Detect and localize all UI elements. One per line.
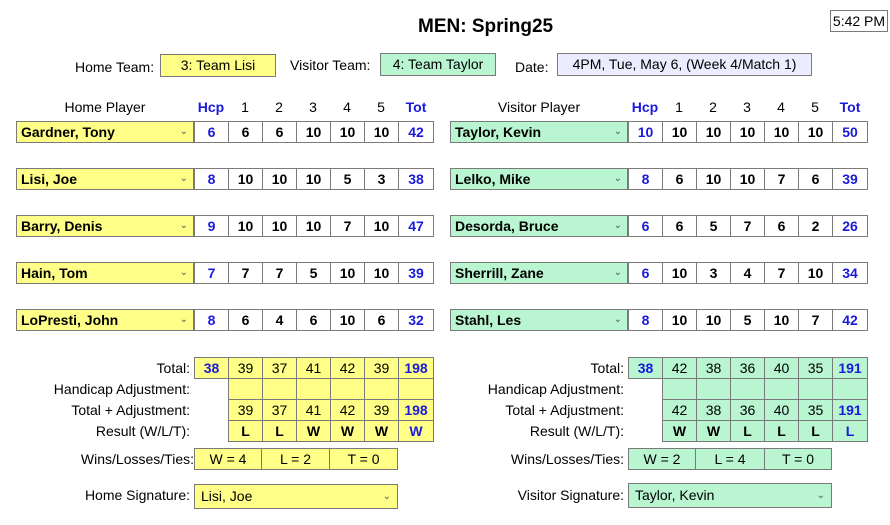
home-total_adj-cell: 39 [228,399,263,421]
home-score-s3[interactable]: 6 [296,309,331,331]
home-score-s2[interactable]: 10 [262,215,297,237]
home-total-cell: 41 [296,357,331,379]
visitor-adj-cell [832,378,868,400]
chevron-down-icon: ⌄ [613,173,622,184]
visitor-total_adj-cell: 38 [696,399,731,421]
visitor-adj-cell [662,378,697,400]
home-adj-cell [330,378,365,400]
home-total_adj-cell: 198 [398,399,434,421]
home-tot-header: Tot [405,99,427,115]
home-score-s3[interactable]: 5 [296,262,331,284]
visitor-score-tot[interactable]: 42 [832,309,868,331]
visitor-ties: T = 0 [764,448,832,470]
page-title: MEN: Spring25 [418,16,554,37]
home-player-select[interactable] [16,121,194,143]
home-score-s3[interactable]: 10 [296,215,331,237]
home-result-cell: W [330,420,365,442]
visitor-signature-value: Taylor, Kevin [635,487,715,503]
home-player-select[interactable] [16,309,194,331]
home-adj-cell [398,378,434,400]
visitor-score-s4[interactable]: 10 [764,309,799,331]
chevron-down-icon: ⌄ [179,220,188,231]
visitor-signature-label: Visitor Signature: [517,487,624,503]
chevron-down-icon: ⌄ [613,314,622,325]
visitor-total-cell: 36 [730,357,765,379]
visitor-result-cell: L [832,420,868,442]
visitor-score-tot[interactable]: 39 [832,168,868,190]
home-score-s5[interactable]: 10 [364,215,399,237]
home-player-select[interactable] [16,168,194,190]
home-player-select[interactable] [16,215,194,237]
visitor-score-s1[interactable]: 6 [662,215,697,237]
visitor-result-cell: L [764,420,799,442]
home-score-hcp[interactable]: 7 [194,262,229,284]
home-result-cell: W [364,420,399,442]
visitor-hcp-header: Hcp [631,99,659,115]
chevron-down-icon: ⌄ [613,220,622,231]
visitor-adj-cell [764,378,799,400]
home-ties: T = 0 [329,448,398,470]
chevron-down-icon: ⌄ [816,490,825,501]
home-wins: W = 4 [194,448,262,470]
home-score-s1[interactable]: 6 [228,121,263,143]
home-losses: L = 2 [261,448,330,470]
player-name: Lisi, Joe [21,171,78,187]
home-score-hcp[interactable]: 9 [194,215,229,237]
home-total-cell: 39 [228,357,263,379]
player-name: Taylor, Kevin [455,124,542,140]
visitor-result-cell: W [696,420,731,442]
visitor-score-hcp[interactable]: 6 [628,262,663,284]
home-score-s1[interactable]: 10 [228,215,263,237]
visitor-game4-header: 4 [777,99,785,115]
visitor-player-header: Visitor Player [497,99,581,115]
home-score-s4[interactable]: 10 [330,262,365,284]
home-result-cell: W [296,420,331,442]
visitor-player-select[interactable] [450,168,628,190]
player-name: Lelko, Mike [455,171,531,187]
visitor-score-s2[interactable]: 10 [696,309,731,331]
visitor-total-cell: 42 [662,357,697,379]
visitor-score-s3[interactable]: 5 [730,309,765,331]
visitor-adj-cell [730,378,765,400]
visitor-game2-header: 2 [709,99,717,115]
home-score-s5[interactable]: 10 [364,262,399,284]
home-team-field[interactable]: 3: Team Lisi [160,54,276,77]
visitor-score-s3[interactable]: 10 [730,168,765,190]
visitor-score-tot[interactable]: 26 [832,215,868,237]
visitor-result-cell: W [662,420,697,442]
home-score-s1[interactable]: 6 [228,309,263,331]
home-hcp-total: 38 [194,357,229,379]
visitor-score-s4[interactable]: 10 [764,121,799,143]
chevron-down-icon: ⌄ [382,491,391,502]
visitor-result-cell: L [798,420,833,442]
visitor-result-label: Result (W/L/T): [529,423,624,439]
chevron-down-icon: ⌄ [613,267,622,278]
home-team-label: Home Team: [75,59,155,75]
home-adj-cell [364,378,399,400]
chevron-down-icon: ⌄ [179,267,188,278]
visitor-total_adj-cell: 191 [832,399,868,421]
visitor-total-cell: 191 [832,357,868,379]
home-total_adj-cell: 37 [262,399,297,421]
home-score-tot[interactable]: 32 [398,309,434,331]
home-score-s4[interactable]: 10 [330,309,365,331]
visitor-score-s1[interactable]: 6 [662,168,697,190]
visitor-score-hcp[interactable]: 6 [628,215,663,237]
visitor-total_adj-label: Total + Adjustment: [505,402,624,418]
home-wlt-label: Wins/Losses/Ties: [80,451,194,467]
home-result-cell: L [262,420,297,442]
home-signature-label: Home Signature: [84,487,190,503]
visitor-player-select[interactable] [450,309,628,331]
visitor-score-s2[interactable]: 10 [696,121,731,143]
home-game5-header: 5 [377,99,385,115]
visitor-game5-header: 5 [811,99,819,115]
visitor-signature-select[interactable] [628,483,832,508]
home-score-s4[interactable]: 5 [330,168,365,190]
home-player-select[interactable] [16,262,194,284]
home-score-hcp[interactable]: 8 [194,309,229,331]
home-total-cell: 42 [330,357,365,379]
home-score-s2[interactable]: 4 [262,309,297,331]
home-score-s4[interactable]: 7 [330,215,365,237]
visitor-total-cell: 35 [798,357,833,379]
visitor-total_adj-cell: 40 [764,399,799,421]
visitor-score-tot[interactable]: 50 [832,121,868,143]
home-adj-cell [262,378,297,400]
visitor-score-hcp[interactable]: 8 [628,309,663,331]
visitor-wlt-label: Wins/Losses/Ties: [510,451,624,467]
home-hcp-header: Hcp [197,99,225,115]
visitor-hcp-total: 38 [628,357,663,379]
visitor-total_adj-cell: 36 [730,399,765,421]
visitor-score-s4[interactable]: 7 [764,168,799,190]
visitor-score-s5[interactable]: 10 [798,262,833,284]
player-name: Stahl, Les [455,312,522,328]
visitor-losses: L = 4 [695,448,765,470]
visitor-score-s4[interactable]: 6 [764,215,799,237]
home-player-header: Home Player [64,99,146,115]
visitor-score-s1[interactable]: 10 [662,309,697,331]
home-score-s3[interactable]: 10 [296,168,331,190]
visitor-adj-label: Handicap Adjustment: [487,381,624,397]
player-name: Sherrill, Zane [455,265,544,281]
visitor-score-s3[interactable]: 4 [730,262,765,284]
home-score-s5[interactable]: 10 [364,121,399,143]
home-total-cell: 198 [398,357,434,379]
chevron-down-icon: ⌄ [179,126,188,137]
home-score-tot[interactable]: 42 [398,121,434,143]
visitor-game3-header: 3 [743,99,751,115]
home-score-tot[interactable]: 39 [398,262,434,284]
visitor-score-hcp[interactable]: 10 [628,121,663,143]
home-game4-header: 4 [343,99,351,115]
visitor-score-hcp[interactable]: 8 [628,168,663,190]
clock: 5:42 PM [830,10,888,32]
home-score-s1[interactable]: 7 [228,262,263,284]
player-name: Hain, Tom [21,265,88,281]
visitor-adj-cell [798,378,833,400]
chevron-down-icon: ⌄ [613,126,622,137]
date-label: Date: [515,59,549,75]
home-signature-value: Lisi, Joe [201,488,253,504]
visitor-score-s3[interactable]: 10 [730,121,765,143]
home-score-hcp[interactable]: 8 [194,168,229,190]
home-score-hcp[interactable]: 6 [194,121,229,143]
visitor-score-s3[interactable]: 7 [730,215,765,237]
home-total_adj-cell: 41 [296,399,331,421]
visitor-total_adj-cell: 35 [798,399,833,421]
visitor-score-s5[interactable]: 2 [798,215,833,237]
home-score-s2[interactable]: 6 [262,121,297,143]
visitor-total_adj-cell: 42 [662,399,697,421]
home-game3-header: 3 [309,99,317,115]
home-result-cell: W [398,420,434,442]
home-score-s2[interactable]: 7 [262,262,297,284]
chevron-down-icon: ⌄ [179,314,188,325]
home-adj-label: Handicap Adjustment: [53,381,190,397]
home-score-s2[interactable]: 10 [262,168,297,190]
home-total_adj-cell: 42 [330,399,365,421]
home-game1-header: 1 [241,99,249,115]
home-score-s4[interactable]: 10 [330,121,365,143]
visitor-player-select[interactable] [450,215,628,237]
player-name: Desorda, Bruce [455,218,559,234]
player-name: Barry, Denis [21,218,103,234]
visitor-game1-header: 1 [675,99,683,115]
date-field[interactable]: 4PM, Tue, May 6, (Week 4/Match 1) [557,53,812,76]
home-adj-cell [296,378,331,400]
visitor-score-s1[interactable]: 10 [662,262,697,284]
visitor-wins: W = 2 [628,448,696,470]
visitor-score-s2[interactable]: 3 [696,262,731,284]
visitor-adj-cell [696,378,731,400]
home-game2-header: 2 [275,99,283,115]
visitor-score-s5[interactable]: 7 [798,309,833,331]
home-score-tot[interactable]: 38 [398,168,434,190]
visitor-player-select[interactable] [450,121,628,143]
home-result-cell: L [228,420,263,442]
visitor-score-s1[interactable]: 10 [662,121,697,143]
home-total-cell: 39 [364,357,399,379]
home-result-label: Result (W/L/T): [95,423,190,439]
visitor-score-tot[interactable]: 34 [832,262,868,284]
visitor-score-s2[interactable]: 5 [696,215,731,237]
home-score-tot[interactable]: 47 [398,215,434,237]
visitor-total-cell: 38 [696,357,731,379]
home-total_adj-label: Total + Adjustment: [71,402,190,418]
visitor-score-s5[interactable]: 6 [798,168,833,190]
home-adj-cell [228,378,263,400]
visitor-team-label: Visitor Team: [290,57,371,73]
visitor-total-cell: 40 [764,357,799,379]
home-score-s3[interactable]: 10 [296,121,331,143]
visitor-total-label: Total: [590,360,624,376]
visitor-tot-header: Tot [839,99,861,115]
visitor-score-s2[interactable]: 10 [696,168,731,190]
home-total-label: Total: [156,360,190,376]
home-signature-select[interactable] [194,484,398,509]
visitor-team-field[interactable]: 4: Team Taylor [380,53,496,76]
player-name: Gardner, Tony [21,124,115,140]
home-score-s1[interactable]: 10 [228,168,263,190]
home-score-s5[interactable]: 3 [364,168,399,190]
visitor-result-cell: L [730,420,765,442]
player-name: LoPresti, John [21,312,119,328]
home-total-cell: 37 [262,357,297,379]
home-total_adj-cell: 39 [364,399,399,421]
chevron-down-icon: ⌄ [179,173,188,184]
visitor-score-s4[interactable]: 7 [764,262,799,284]
home-score-s5[interactable]: 6 [364,309,399,331]
visitor-player-select[interactable] [450,262,628,284]
visitor-score-s5[interactable]: 10 [798,121,833,143]
